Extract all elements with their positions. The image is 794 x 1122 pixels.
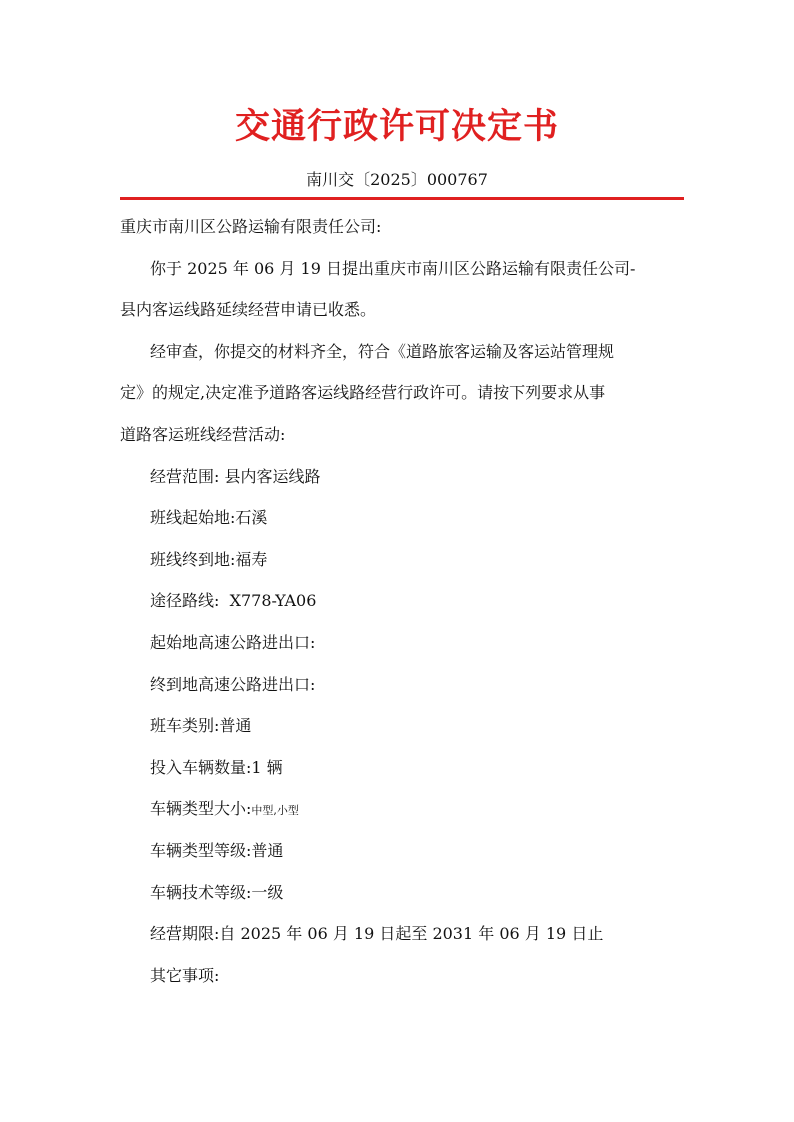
field-label: 其它事项: [150, 965, 220, 985]
field-label: 车辆技术等级: [150, 882, 252, 902]
paragraph-2-line-2: 定》的规定,决定准予道路客运线路经营行政许可。请按下列要求从事 [120, 383, 606, 403]
field-value: 县内客运线路 [219, 466, 321, 486]
field-label: 经营范围: [150, 466, 220, 486]
field-destination [120, 539, 684, 581]
field-origin [120, 497, 684, 539]
addressee: 重庆市南川区公路运输有限责任公司: [120, 217, 382, 236]
field-value: 1 辆 [251, 757, 283, 777]
field-destination-exit [120, 664, 684, 706]
field-route [120, 580, 684, 622]
field-other-matters [120, 955, 684, 997]
field-value: X778-YA06 [219, 591, 317, 611]
field-vehicle-count [120, 747, 684, 789]
field-value: 福寿 [235, 549, 268, 569]
field-label: 班车类别: [150, 716, 220, 736]
field-vehicle-grade [120, 830, 684, 872]
document-body [120, 206, 684, 996]
field-label: 终到地高速公路进出口: [150, 674, 316, 694]
field-label: 途径路线: [150, 591, 220, 611]
paragraph-1-line-2: 县内客运线路延续经营申请已收悉。 [120, 300, 377, 320]
field-operating-period [120, 913, 684, 955]
field-label: 班线起始地: [150, 508, 236, 528]
field-value: 中型,小型 [251, 804, 299, 818]
field-label: 车辆类型大小: [150, 799, 252, 819]
field-origin-exit [120, 622, 684, 664]
field-tech-grade [120, 872, 684, 914]
paragraph-1-line-1: 你于 2025 年 06 月 19 日提出重庆市南川区公路运输有限责任公司- [150, 258, 636, 278]
field-value: 一级 [251, 882, 284, 902]
document-number: 南川交〔2025〕000767 [306, 170, 488, 189]
document-title: 交通行政许可决定书 [234, 106, 559, 147]
field-value: 石溪 [235, 508, 268, 528]
field-value: 普通 [219, 716, 252, 736]
field-value: 自 2025 年 06 月 19 日起至 2031 年 06 月 19 日止 [219, 924, 604, 944]
field-value: 普通 [251, 840, 284, 860]
field-bus-type [120, 705, 684, 747]
field-label: 经营期限: [150, 924, 220, 944]
field-vehicle-size [120, 788, 684, 830]
field-scope [120, 456, 684, 498]
field-label: 起始地高速公路进出口: [150, 632, 316, 652]
paragraph-2-line-1: 经审查，你提交的材料齐全，符合《道路旅客运输及客运站管理规 [150, 341, 615, 361]
field-label: 车辆类型等级: [150, 840, 252, 860]
red-divider [120, 197, 684, 200]
paragraph-2-line-3: 道路客运班线经营活动: [120, 424, 286, 444]
field-label: 投入车辆数量: [150, 757, 252, 777]
field-label: 班线终到地: [150, 549, 236, 569]
